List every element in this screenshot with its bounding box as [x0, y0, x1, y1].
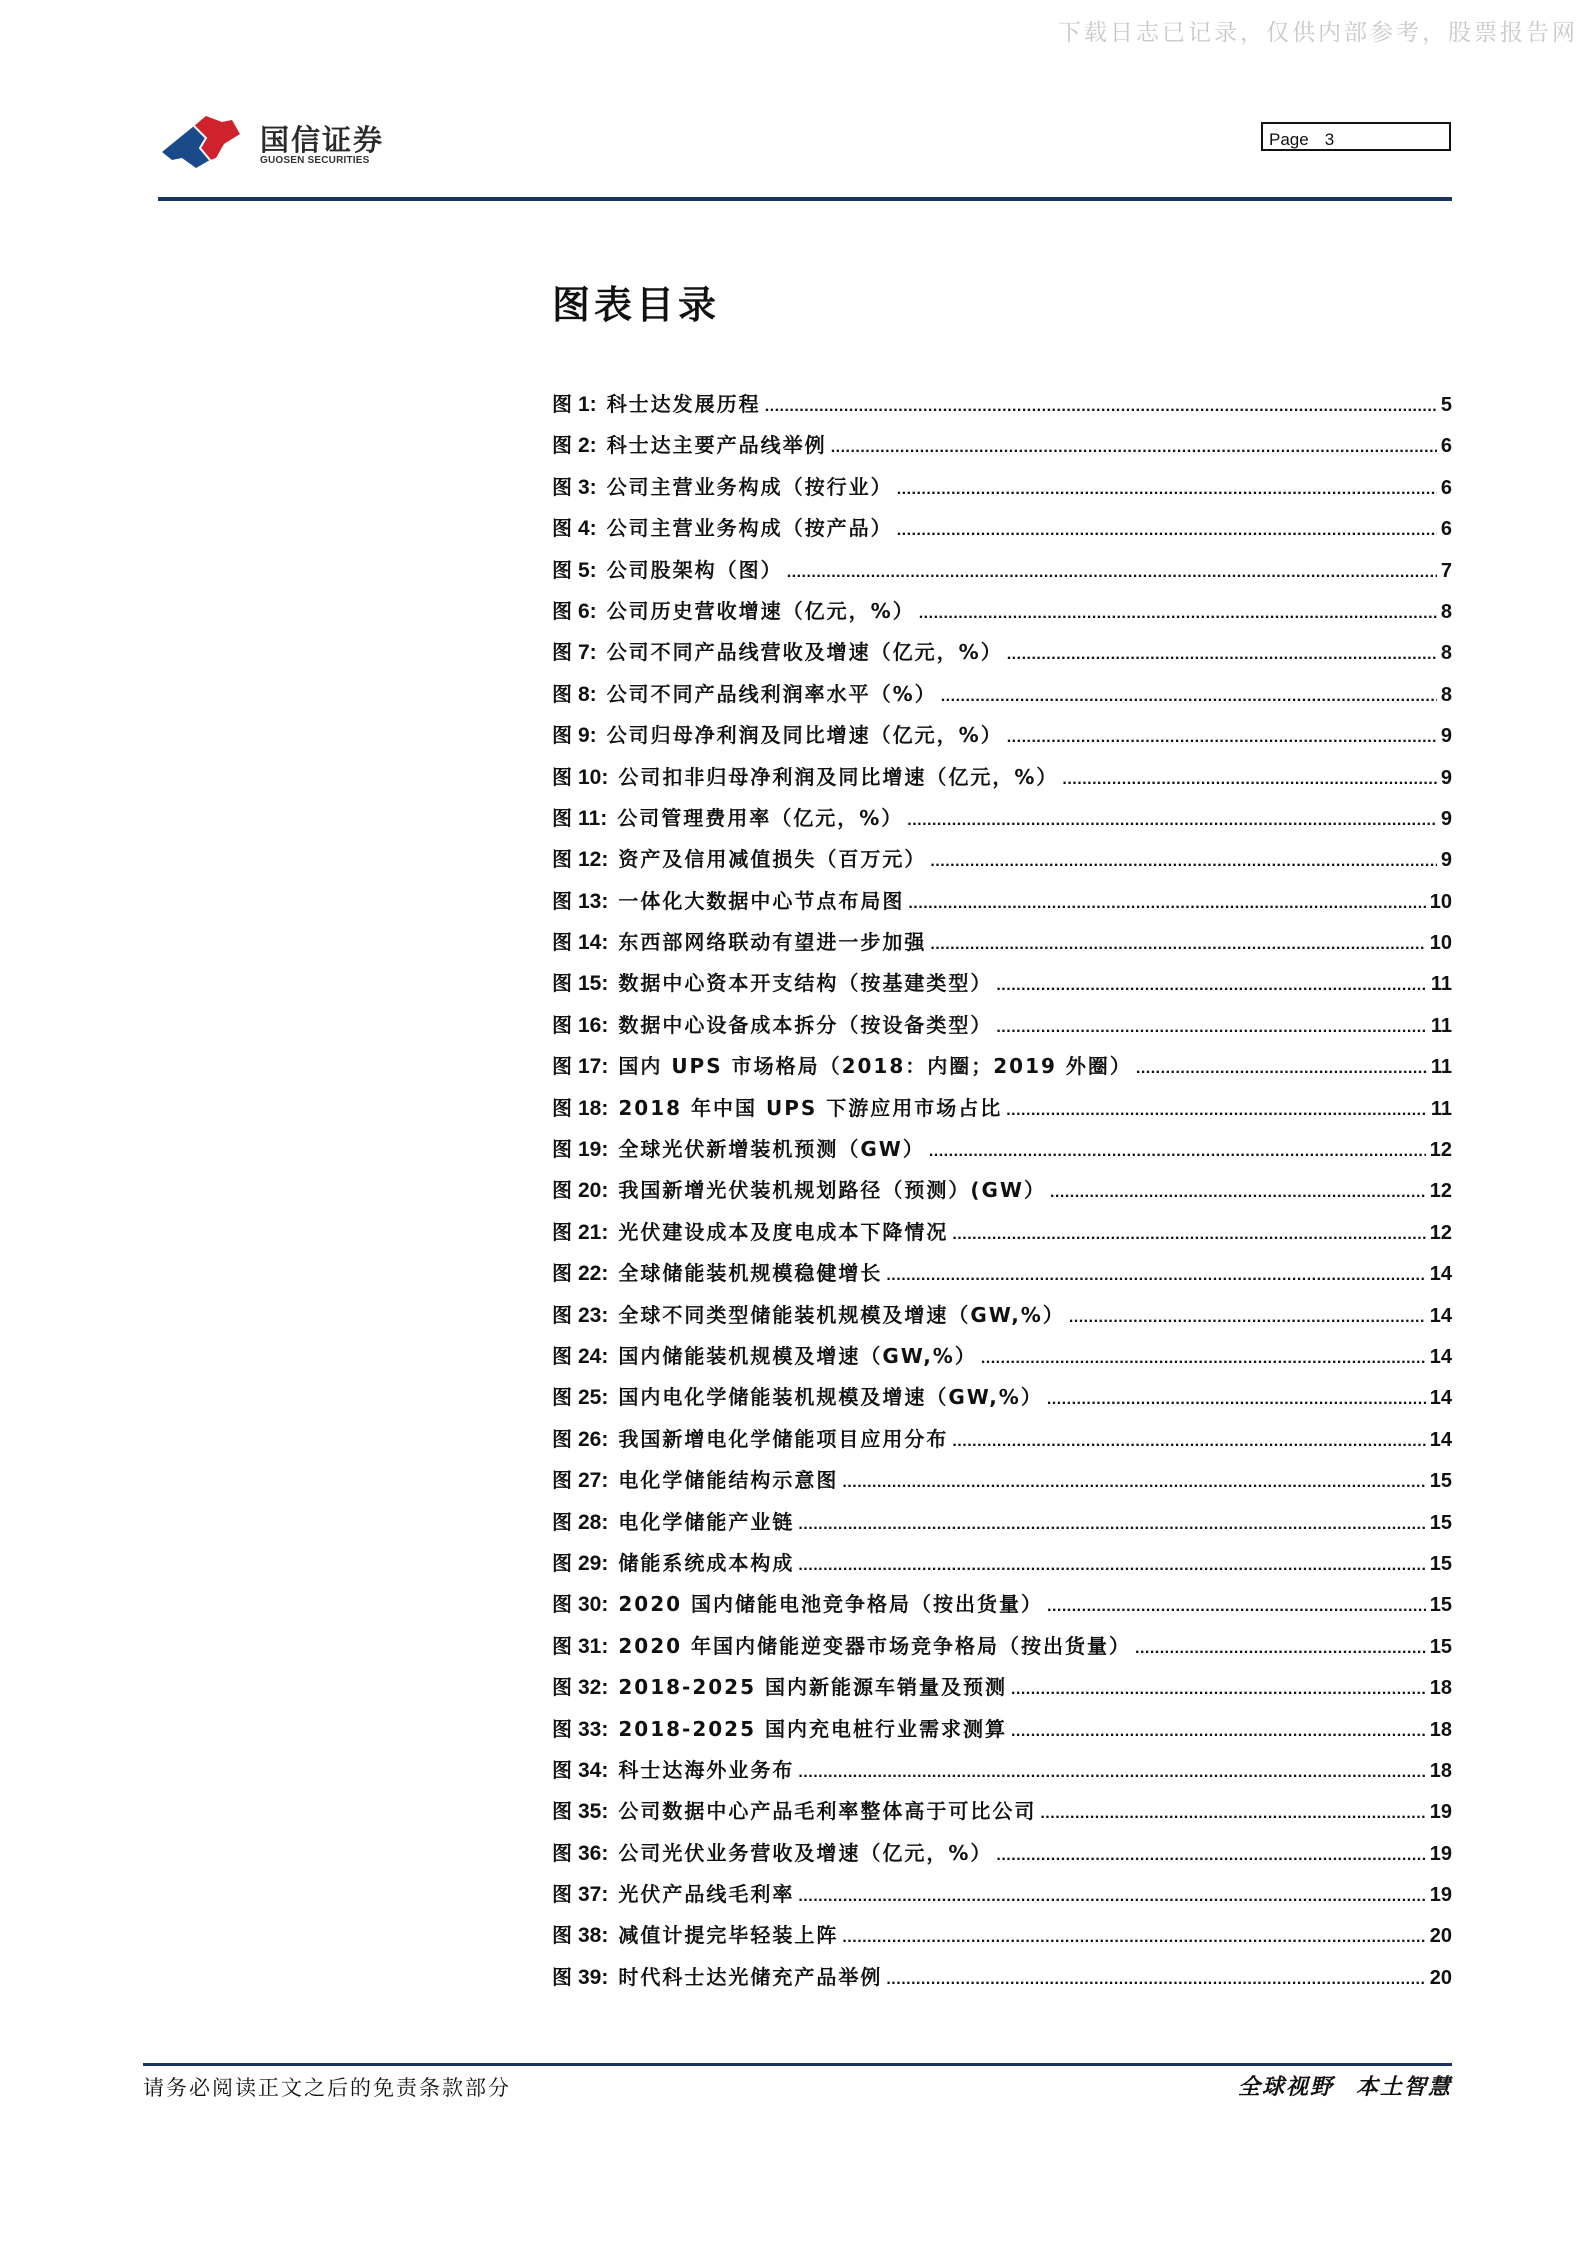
toc-entry[interactable] — [552, 1174, 1452, 1215]
toc-entry-label — [552, 1713, 608, 1742]
figure-prefix: 图 — [552, 1757, 572, 1782]
toc-entry-page[interactable]: 15 — [1429, 1470, 1452, 1493]
toc-entry[interactable] — [552, 1133, 1452, 1174]
toc-entry[interactable] — [552, 512, 1452, 553]
footer-disclaimer: 请务必阅读正文之后的免责条款部分 — [143, 2076, 511, 2100]
toc-entry-label — [552, 388, 597, 417]
toc-entry-label — [552, 1671, 608, 1700]
toc-entry[interactable] — [552, 1050, 1452, 1091]
figure-prefix: 图 — [552, 888, 572, 913]
toc-entry-label — [552, 512, 597, 541]
header-divider — [158, 197, 1452, 201]
toc-entry-label — [552, 802, 607, 831]
toc-entry[interactable] — [552, 1795, 1452, 1836]
toc-entry-label — [552, 719, 597, 748]
toc-entry[interactable] — [552, 1506, 1452, 1547]
dot-leader — [1011, 1723, 1426, 1741]
toc-entry-title[interactable]: 我国新增光伏装机规划路径（预测）(GW） — [618, 1178, 1046, 1203]
toc-entry-label — [552, 1299, 608, 1328]
figure-number: 27: — [578, 1469, 609, 1493]
figure-prefix: 图 — [552, 474, 572, 499]
figure-number: 18: — [578, 1096, 609, 1120]
toc-entry-title[interactable]: 2020 年国内储能逆变器市场竞争格局（按出货量） — [618, 1633, 1131, 1658]
figure-number: 38: — [578, 1924, 609, 1948]
figure-number: 5: — [578, 558, 597, 582]
toc-entry-title[interactable]: 公司主营业务构成（按行业） — [606, 474, 893, 499]
toc-entry-label — [552, 1381, 608, 1410]
toc-entry[interactable] — [552, 1754, 1452, 1795]
page-number: 3 — [1324, 130, 1335, 149]
figure-prefix: 图 — [552, 1840, 572, 1865]
toc-entry[interactable] — [552, 388, 1452, 429]
toc-entry-title[interactable]: 国内电化学储能装机规模及增速（GW,%） — [618, 1385, 1043, 1410]
toc-entry[interactable] — [552, 1464, 1452, 1505]
figure-prefix: 图 — [552, 1137, 572, 1162]
toc-entry-title[interactable]: 公司数据中心产品毛利率整体高于可比公司 — [618, 1799, 1037, 1824]
dot-leader — [842, 1929, 1425, 1947]
toc-entry-page[interactable]: 10 — [1429, 932, 1452, 955]
toc-entry[interactable] — [552, 761, 1452, 802]
figure-prefix: 图 — [552, 1882, 572, 1907]
dot-leader — [798, 1764, 1425, 1782]
figure-number: 17: — [578, 1055, 609, 1079]
toc-entry-page[interactable]: 11 — [1430, 973, 1452, 996]
toc-entry-label — [552, 843, 608, 872]
toc-entry-title[interactable]: 电化学储能结构示意图 — [618, 1468, 839, 1493]
figure-prefix: 图 — [552, 1219, 572, 1244]
figure-prefix: 图 — [552, 1302, 572, 1327]
dot-leader — [1050, 1184, 1426, 1202]
figure-number: 13: — [578, 889, 609, 913]
toc-entry-page[interactable]: 9 — [1440, 807, 1452, 830]
toc-entry-title[interactable]: 时代科士达光储充产品举例 — [618, 1964, 883, 1989]
toc-entry-label — [552, 1630, 608, 1659]
toc-entry[interactable] — [552, 1919, 1452, 1960]
figure-number: 8: — [578, 682, 597, 706]
figure-number: 15: — [578, 972, 609, 996]
toc-entry-title[interactable]: 公司股架构（图） — [606, 557, 783, 582]
toc-entry-title[interactable]: 公司主营业务构成（按产品） — [606, 516, 893, 541]
toc-entry-title[interactable]: 公司归母净利润及同比增速（亿元，%） — [606, 723, 1003, 748]
toc-entry[interactable] — [552, 885, 1452, 926]
figure-number: 35: — [578, 1800, 609, 1824]
dot-leader — [996, 977, 1426, 995]
figure-prefix: 图 — [552, 516, 572, 541]
toc-entry-label — [552, 1423, 608, 1452]
figure-prefix: 图 — [552, 1716, 572, 1741]
toc-entry-label — [552, 429, 597, 458]
dot-leader — [952, 1433, 1425, 1451]
toc-entry-page[interactable]: 19 — [1429, 1884, 1452, 1907]
toc-entry-title[interactable]: 全球光伏新增装机预测（GW） — [618, 1137, 925, 1162]
toc-entry-page[interactable]: 18 — [1429, 1759, 1452, 1782]
toc-entry-title[interactable]: 储能系统成本构成 — [618, 1550, 795, 1575]
toc-entry-label — [552, 926, 608, 955]
toc-entry-label — [552, 636, 597, 665]
toc-entry[interactable] — [552, 429, 1452, 470]
dot-leader — [1007, 646, 1437, 664]
dot-leader — [1047, 1391, 1426, 1409]
toc-entry-page[interactable]: 15 — [1429, 1511, 1452, 1534]
dot-leader — [930, 936, 1425, 954]
dot-leader — [919, 605, 1437, 623]
toc-entry-title[interactable]: 全球储能装机规模稳健增长 — [618, 1261, 883, 1286]
toc-entry-label — [552, 1216, 608, 1245]
figure-number: 29: — [578, 1551, 609, 1575]
figure-number: 19: — [578, 1138, 609, 1162]
figure-number: 31: — [578, 1634, 609, 1658]
figure-prefix: 图 — [552, 805, 572, 830]
toc-entry[interactable] — [552, 1340, 1452, 1381]
dot-leader — [929, 1143, 1426, 1161]
figure-prefix: 图 — [552, 1799, 572, 1824]
toc-entry-title[interactable]: 公司光伏业务营收及增速（亿元，%） — [618, 1840, 993, 1865]
toc-entry-label — [552, 1340, 608, 1369]
dot-leader — [981, 1350, 1426, 1368]
figure-number: 30: — [578, 1593, 609, 1617]
toc-entry-label — [552, 1050, 608, 1079]
toc-entry-page[interactable]: 11 — [1430, 1014, 1452, 1037]
toc-entry-title[interactable]: 公司历史营收增速（亿元，%） — [606, 598, 915, 623]
toc-entry-page[interactable]: 14 — [1429, 1387, 1452, 1410]
toc-entry-page[interactable]: 19 — [1429, 1842, 1452, 1865]
toc-entry-label — [552, 1133, 608, 1162]
figure-number: 25: — [578, 1386, 609, 1410]
toc-entry-page[interactable]: 6 — [1440, 435, 1452, 458]
figure-number: 23: — [578, 1303, 609, 1327]
toc-entry-page[interactable]: 11 — [1430, 1056, 1452, 1079]
guosen-logo-icon — [160, 114, 255, 170]
figure-number: 10: — [578, 765, 609, 789]
toc-entry[interactable] — [552, 554, 1452, 595]
toc-entry[interactable] — [552, 1837, 1452, 1878]
figure-prefix: 图 — [552, 640, 572, 665]
toc-entry-page[interactable]: 12 — [1429, 1139, 1452, 1162]
figure-number: 6: — [578, 599, 597, 623]
figure-number: 28: — [578, 1510, 609, 1534]
figure-prefix: 图 — [552, 1964, 572, 1989]
toc-entry-title[interactable]: 全球不同类型储能装机规模及增速（GW,%） — [618, 1302, 1065, 1327]
figure-number: 37: — [578, 1883, 609, 1907]
figure-prefix: 图 — [552, 557, 572, 582]
figure-number: 21: — [578, 1220, 609, 1244]
toc-entry-title[interactable]: 2018-2025 国内充电桩行业需求测算 — [618, 1716, 1007, 1741]
figure-number: 2: — [578, 434, 597, 458]
toc-entry[interactable] — [552, 1671, 1452, 1712]
slogan-part-2: 本土智慧 — [1355, 2074, 1452, 2100]
toc-entry-title[interactable]: 2018 年中国 UPS 下游应用市场占比 — [618, 1095, 1003, 1120]
toc-entry-label — [552, 554, 597, 583]
toc-entry-page[interactable]: 14 — [1429, 1263, 1452, 1286]
watermark: 下载日志已记录，仅供内部参考，股票报告网 — [1058, 20, 1578, 46]
toc-entry-label — [552, 885, 608, 914]
toc-entry[interactable] — [552, 719, 1452, 760]
toc-entry-page[interactable]: 8 — [1440, 683, 1452, 706]
toc-entry-page[interactable]: 9 — [1440, 766, 1452, 789]
toc-entry-label — [552, 1009, 608, 1038]
dot-leader — [907, 812, 1437, 830]
toc-entry[interactable] — [552, 1713, 1452, 1754]
logo-english-name: GUOSEN SECURITIES — [260, 155, 370, 166]
toc-entry[interactable] — [552, 1216, 1452, 1257]
toc-entry-page[interactable]: 15 — [1429, 1552, 1452, 1575]
toc-entry-title[interactable]: 光伏建设成本及度电成本下降情况 — [618, 1219, 949, 1244]
toc-entry[interactable] — [552, 926, 1452, 967]
toc-entry-page[interactable]: 7 — [1440, 559, 1452, 582]
figure-number: 22: — [578, 1262, 609, 1286]
figure-number: 20: — [578, 1179, 609, 1203]
toc-entry[interactable] — [552, 1423, 1452, 1464]
figure-prefix: 图 — [552, 433, 572, 458]
toc-entry-title[interactable]: 公司不同产品线营收及增速（亿元，%） — [606, 640, 1003, 665]
toc-entry[interactable] — [552, 967, 1452, 1008]
dot-leader — [798, 1888, 1425, 1906]
toc-entry-label — [552, 1919, 608, 1948]
toc-entry-title[interactable]: 一体化大数据中心节点布局图 — [618, 888, 905, 913]
figure-number: 39: — [578, 1965, 609, 1989]
dot-leader — [897, 522, 1437, 540]
figure-prefix: 图 — [552, 1592, 572, 1617]
toc-entry-title[interactable]: 科士达发展历程 — [606, 392, 761, 416]
dot-leader — [1062, 771, 1436, 789]
figure-prefix: 图 — [552, 392, 572, 416]
toc-entry-title[interactable]: 国内 UPS 市场格局（2018：内圈；2019 外圈） — [618, 1054, 1132, 1079]
figure-number: 36: — [578, 1841, 609, 1865]
toc-entry-page[interactable]: 12 — [1429, 1180, 1452, 1203]
toc-entry-title[interactable]: 国内储能装机规模及增速（GW,%） — [618, 1343, 977, 1368]
dot-leader — [1011, 1681, 1426, 1699]
toc-entry-page[interactable]: 18 — [1429, 1718, 1452, 1741]
toc-entry-page[interactable]: 5 — [1440, 394, 1452, 416]
toc-entry-page[interactable]: 20 — [1429, 1966, 1452, 1989]
toc-entry-page[interactable]: 9 — [1440, 849, 1452, 872]
toc-entry-label — [552, 1506, 608, 1535]
toc-entry-title[interactable]: 2020 国内储能电池竞争格局（按出货量） — [618, 1592, 1043, 1617]
dot-leader — [930, 853, 1437, 871]
dot-leader — [1040, 1805, 1425, 1823]
figure-number: 12: — [578, 848, 609, 872]
toc-entry-label — [552, 1754, 608, 1783]
toc-entry-label — [552, 967, 608, 996]
figure-prefix: 图 — [552, 1426, 572, 1451]
figure-prefix: 图 — [552, 1012, 572, 1037]
toc-entry-label — [552, 1092, 608, 1121]
figure-prefix: 图 — [552, 1633, 572, 1658]
figure-table-of-contents — [552, 388, 1452, 2002]
toc-entry-label — [552, 1878, 608, 1907]
dot-leader — [798, 1557, 1425, 1575]
toc-entry[interactable] — [552, 678, 1452, 719]
toc-entry-title[interactable]: 公司不同产品线利润率水平（%） — [606, 681, 937, 706]
toc-entry-label — [552, 471, 597, 500]
dot-leader — [897, 481, 1437, 499]
toc-entry-page[interactable]: 14 — [1429, 1345, 1452, 1368]
toc-entry-page[interactable]: 8 — [1440, 642, 1452, 665]
figure-prefix: 图 — [552, 847, 572, 872]
toc-entry-title[interactable]: 电化学储能产业链 — [618, 1509, 795, 1534]
figure-prefix: 图 — [552, 1178, 572, 1203]
page-indicator — [1261, 122, 1451, 151]
figure-number: 1: — [578, 393, 597, 416]
dot-leader — [996, 1847, 1425, 1865]
toc-entry-title[interactable]: 减值计提完毕轻装上阵 — [618, 1923, 839, 1948]
figure-number: 14: — [578, 931, 609, 955]
page-label: Page — [1269, 130, 1309, 149]
toc-entry-page[interactable]: 6 — [1440, 476, 1452, 499]
toc-entry[interactable] — [552, 1588, 1452, 1629]
dot-leader — [798, 1516, 1425, 1534]
figure-prefix: 图 — [552, 723, 572, 748]
toc-entry[interactable] — [552, 636, 1452, 677]
toc-entry-title[interactable]: 数据中心资本开支结构（按基建类型） — [618, 971, 993, 996]
figure-prefix: 图 — [552, 681, 572, 706]
figure-number: 32: — [578, 1676, 609, 1700]
figure-prefix: 图 — [552, 1054, 572, 1079]
figure-prefix: 图 — [552, 1509, 572, 1534]
figure-number: 7: — [578, 641, 597, 665]
figure-number: 26: — [578, 1427, 609, 1451]
dot-leader — [908, 895, 1425, 913]
dot-leader — [1006, 1102, 1427, 1120]
dot-leader — [886, 1971, 1425, 1989]
toc-entry-page[interactable]: 20 — [1429, 1925, 1452, 1948]
toc-entry-page[interactable]: 19 — [1429, 1801, 1452, 1824]
dot-leader — [842, 1474, 1425, 1492]
toc-entry-page[interactable]: 11 — [1430, 1097, 1452, 1120]
toc-entry-page[interactable]: 10 — [1429, 890, 1452, 913]
toc-entry[interactable] — [552, 843, 1452, 884]
figure-number: 33: — [578, 1717, 609, 1741]
figure-prefix: 图 — [552, 971, 572, 996]
dot-leader — [765, 398, 1437, 416]
toc-entry-label — [552, 1795, 608, 1824]
toc-entry[interactable] — [552, 471, 1452, 512]
toc-entry-title[interactable]: 东西部网络联动有望进一步加强 — [618, 930, 927, 955]
toc-entry[interactable] — [552, 1381, 1452, 1422]
figure-prefix: 图 — [552, 1261, 572, 1286]
footer-divider — [143, 2063, 1452, 2066]
figure-prefix: 图 — [552, 1343, 572, 1368]
toc-entry-label — [552, 1257, 608, 1286]
toc-entry[interactable] — [552, 1257, 1452, 1298]
toc-entry[interactable] — [552, 802, 1452, 843]
toc-entry-label — [552, 1174, 608, 1203]
toc-entry-page[interactable]: 18 — [1429, 1677, 1452, 1700]
dot-leader — [831, 439, 1437, 457]
guosen-logo — [160, 112, 400, 172]
footer-slogan — [1238, 2070, 1452, 2101]
toc-entry[interactable] — [552, 1299, 1452, 1340]
toc-entry-page[interactable]: 9 — [1440, 725, 1452, 748]
dot-leader — [1069, 1309, 1426, 1327]
dot-leader — [886, 1267, 1425, 1285]
toc-entry[interactable] — [552, 1878, 1452, 1919]
toc-entry-title[interactable]: 我国新增电化学储能项目应用分布 — [618, 1426, 949, 1451]
figure-number: 11: — [578, 806, 608, 830]
toc-entry[interactable] — [552, 1961, 1452, 2002]
toc-entry[interactable] — [552, 595, 1452, 636]
toc-entry-title[interactable]: 科士达主要产品线举例 — [606, 433, 827, 458]
toc-entry-page[interactable]: 6 — [1440, 518, 1452, 541]
toc-entry[interactable] — [552, 1009, 1452, 1050]
figure-number: 3: — [578, 475, 597, 499]
page-title: 图表目录 — [552, 282, 721, 327]
slogan-part-1: 全球视野 — [1237, 2074, 1334, 2100]
figure-prefix: 图 — [552, 1385, 572, 1410]
figure-prefix: 图 — [552, 930, 572, 955]
toc-entry-label — [552, 1464, 608, 1493]
toc-entry-title[interactable]: 光伏产品线毛利率 — [618, 1882, 795, 1907]
toc-entry-page[interactable]: 14 — [1429, 1304, 1452, 1327]
toc-entry-title[interactable]: 公司扣非归母净利润及同比增速（亿元，%） — [618, 764, 1059, 789]
toc-entry[interactable] — [552, 1630, 1452, 1671]
toc-entry[interactable] — [552, 1547, 1452, 1588]
toc-entry-page[interactable]: 15 — [1429, 1635, 1452, 1658]
toc-entry-page[interactable]: 12 — [1429, 1221, 1452, 1244]
toc-entry-label — [552, 1961, 608, 1990]
dot-leader — [952, 1226, 1425, 1244]
figure-prefix: 图 — [552, 1550, 572, 1575]
figure-number: 34: — [578, 1758, 609, 1782]
toc-entry-title[interactable]: 2018-2025 国内新能源车销量及预测 — [618, 1675, 1007, 1700]
toc-entry-label — [552, 678, 597, 707]
figure-prefix: 图 — [552, 1923, 572, 1948]
toc-entry-title[interactable]: 数据中心设备成本拆分（按设备类型） — [618, 1012, 993, 1037]
dot-leader — [1007, 729, 1437, 747]
toc-entry-page[interactable]: 8 — [1440, 600, 1452, 623]
toc-entry-title[interactable]: 科士达海外业务布 — [618, 1757, 795, 1782]
toc-entry-page[interactable]: 14 — [1429, 1428, 1452, 1451]
toc-entry-title[interactable]: 公司管理费用率（亿元，%） — [617, 805, 904, 830]
dot-leader — [996, 1019, 1426, 1037]
figure-number: 24: — [578, 1344, 609, 1368]
figure-prefix: 图 — [552, 1468, 572, 1493]
figure-prefix: 图 — [552, 1675, 572, 1700]
toc-entry-label — [552, 1837, 608, 1866]
figure-number: 9: — [578, 724, 597, 748]
toc-entry-label — [552, 761, 608, 790]
toc-entry-label — [552, 595, 597, 624]
dot-leader — [1135, 1640, 1426, 1658]
toc-entry[interactable] — [552, 1092, 1452, 1133]
dot-leader — [941, 688, 1437, 706]
dot-leader — [787, 564, 1437, 582]
dot-leader — [1047, 1598, 1426, 1616]
dot-leader — [1136, 1060, 1427, 1078]
toc-entry-label — [552, 1547, 608, 1576]
toc-entry-label — [552, 1588, 608, 1617]
toc-entry-title[interactable]: 资产及信用减值损失（百万元） — [618, 847, 927, 872]
figure-number: 16: — [578, 1013, 609, 1037]
logo-chinese-name: 国信证券 — [260, 123, 385, 157]
figure-number: 4: — [578, 517, 597, 541]
figure-prefix: 图 — [552, 764, 572, 789]
toc-entry-page[interactable]: 15 — [1429, 1594, 1452, 1617]
figure-prefix: 图 — [552, 598, 572, 623]
figure-prefix: 图 — [552, 1095, 572, 1120]
